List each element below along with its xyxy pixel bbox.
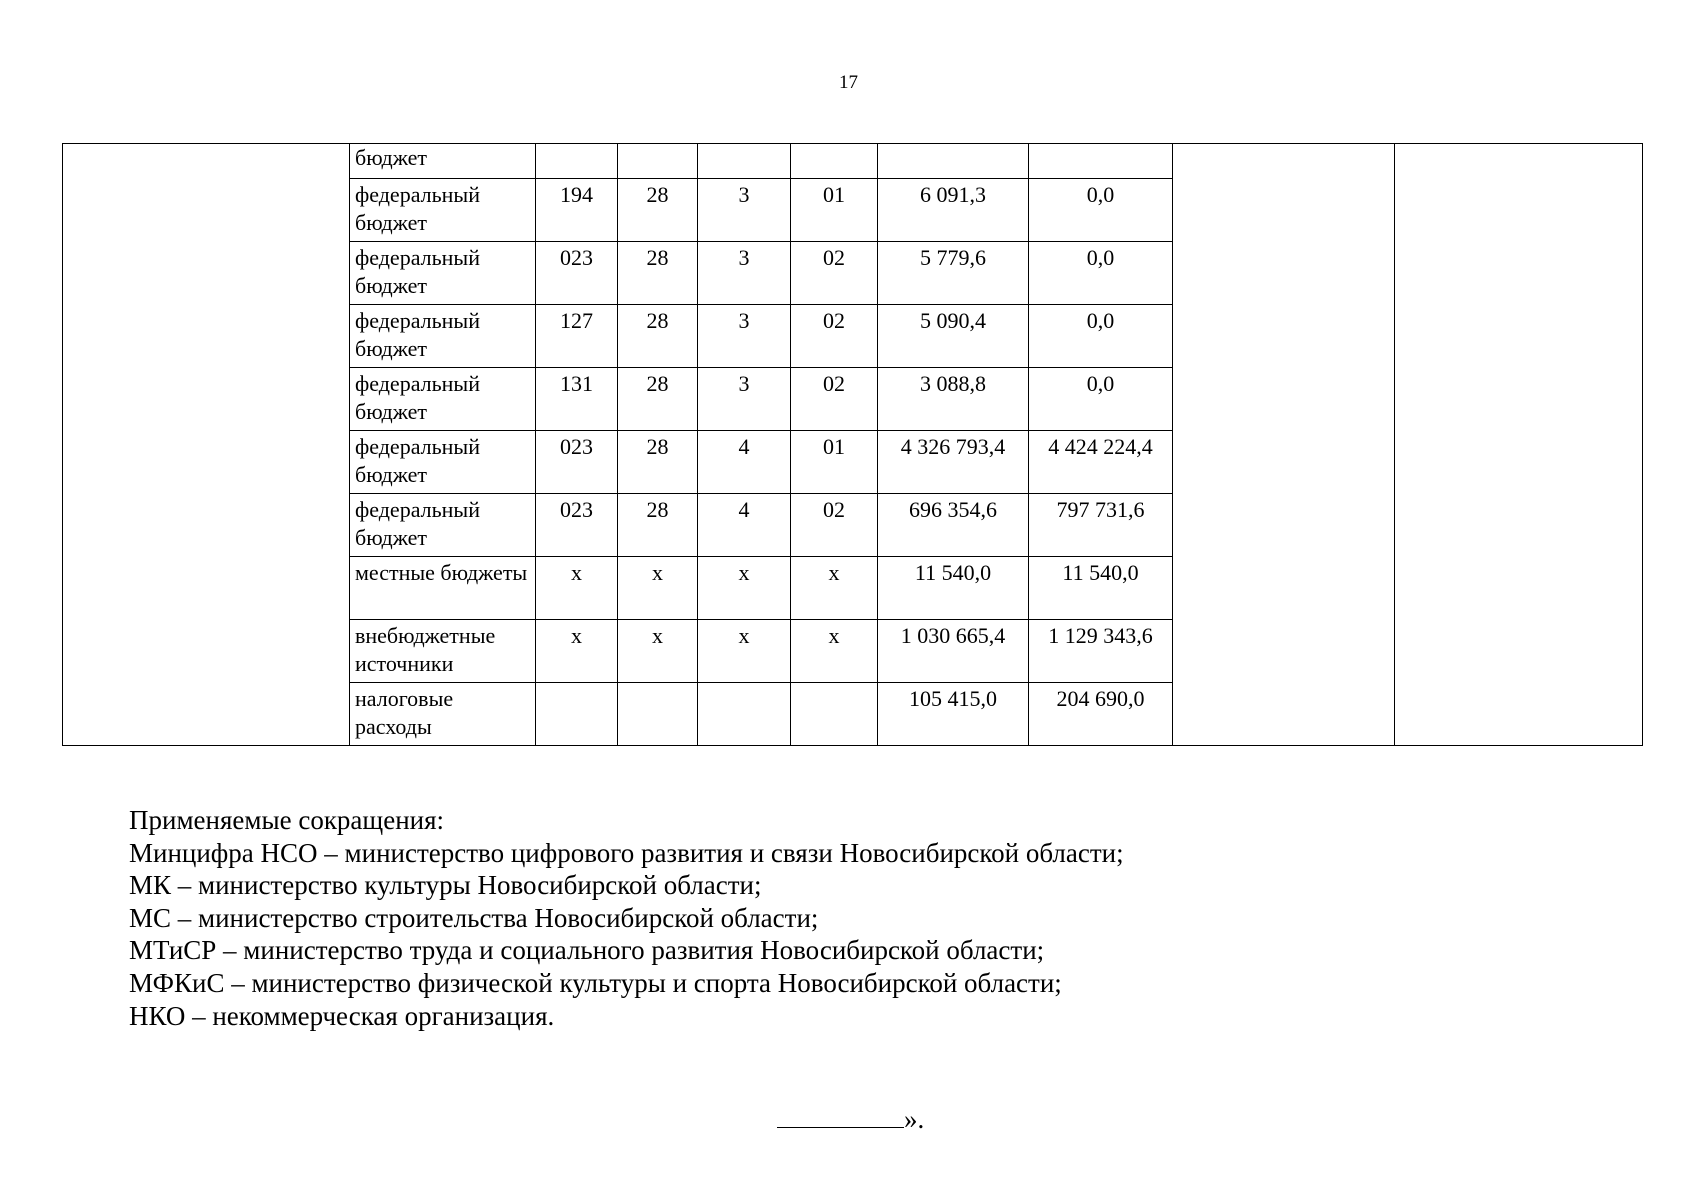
value-cell: 11 540,0 [878,557,1029,620]
code-cell: 3 [698,305,791,368]
code-cell: х [536,620,618,683]
abbreviation-line: МК – министерство культуры Новосибирской области; [129,870,762,901]
code-cell: 28 [618,431,698,494]
code-cell: 023 [536,431,618,494]
value-cell: 0,0 [1029,305,1173,368]
empty-right-cell [1395,144,1643,746]
code-cell: 023 [536,242,618,305]
code-cell [618,144,698,179]
value-cell: 0,0 [1029,179,1173,242]
code-cell: 194 [536,179,618,242]
code-cell: 3 [698,242,791,305]
source-cell: федеральный бюджет [350,242,536,305]
value-cell: 11 540,0 [1029,557,1173,620]
value-cell: 204 690,0 [1029,683,1173,746]
source-cell: федеральный бюджет [350,368,536,431]
value-cell: 6 091,3 [878,179,1029,242]
code-cell: 01 [791,431,878,494]
abbreviation-line: Минцифра НСО – министерство цифрового развития и связи Новосибирской области; [129,837,1124,868]
source-cell: федеральный бюджет [350,179,536,242]
value-cell: 4 424 224,4 [1029,431,1173,494]
code-cell: 01 [791,179,878,242]
code-cell: 28 [618,179,698,242]
source-cell: федеральный бюджет [350,494,536,557]
abbreviations-heading: Применяемые сокращения: [129,805,445,835]
code-cell: х [791,620,878,683]
code-cell: 02 [791,305,878,368]
code-cell: х [618,620,698,683]
closing-quote: ». [904,1104,925,1134]
code-cell: 28 [618,494,698,557]
code-cell: х [791,557,878,620]
code-cell: 4 [698,494,791,557]
code-cell: х [618,557,698,620]
code-cell: 4 [698,431,791,494]
source-cell: федеральный бюджет [350,431,536,494]
value-cell: 696 354,6 [878,494,1029,557]
value-cell: 4 326 793,4 [878,431,1029,494]
code-cell: 28 [618,305,698,368]
value-cell: 0,0 [1029,368,1173,431]
code-cell [791,144,878,179]
value-cell: 1 129 343,6 [1029,620,1173,683]
source-cell: налоговые расходы [350,683,536,746]
code-cell [536,683,618,746]
code-cell: х [698,620,791,683]
value-cell: 1 030 665,4 [878,620,1029,683]
code-cell [698,683,791,746]
source-cell: местные бюджеты [350,557,536,620]
value-cell: 3 088,8 [878,368,1029,431]
source-cell: бюджет [350,144,536,179]
abbreviation-line: НКО – некоммерческая организация. [129,1000,555,1031]
page-number: 17 [839,72,858,93]
value-cell: 0,0 [1029,242,1173,305]
code-cell: 28 [618,368,698,431]
abbreviation-line: МФКиС – министерство физической культуры и спорта Новосибирской области; [129,967,1062,998]
source-cell: федеральный бюджет [350,305,536,368]
budget-table [62,143,1643,746]
code-cell: х [698,557,791,620]
source-cell: внебюджетные источники [350,620,536,683]
code-cell: 023 [536,494,618,557]
empty-left-cell [63,144,350,746]
value-cell: 5 090,4 [878,305,1029,368]
code-cell: 02 [791,494,878,557]
value-cell: 5 779,6 [878,242,1029,305]
code-cell: 28 [618,242,698,305]
code-cell: 131 [536,368,618,431]
code-cell: 127 [536,305,618,368]
abbreviation-line: МТиСР – министерство труда и социального развития Новосибирской области; [129,935,1045,966]
table-row [63,144,1643,179]
code-cell: 3 [698,179,791,242]
code-cell: 02 [791,242,878,305]
code-cell [698,144,791,179]
empty-right-cell [1173,144,1395,746]
abbreviation-line: МС – министерство строительства Новосибирской области; [129,902,819,933]
value-cell: 105 415,0 [878,683,1029,746]
code-cell: х [536,557,618,620]
value-cell [878,144,1029,179]
closing-mark [777,1103,924,1135]
code-cell [536,144,618,179]
code-cell [618,683,698,746]
value-cell [1029,144,1173,179]
code-cell: 3 [698,368,791,431]
abbreviations-block [129,804,1124,1032]
code-cell [791,683,878,746]
code-cell: 02 [791,368,878,431]
value-cell: 797 731,6 [1029,494,1173,557]
blank-line [777,1103,904,1128]
